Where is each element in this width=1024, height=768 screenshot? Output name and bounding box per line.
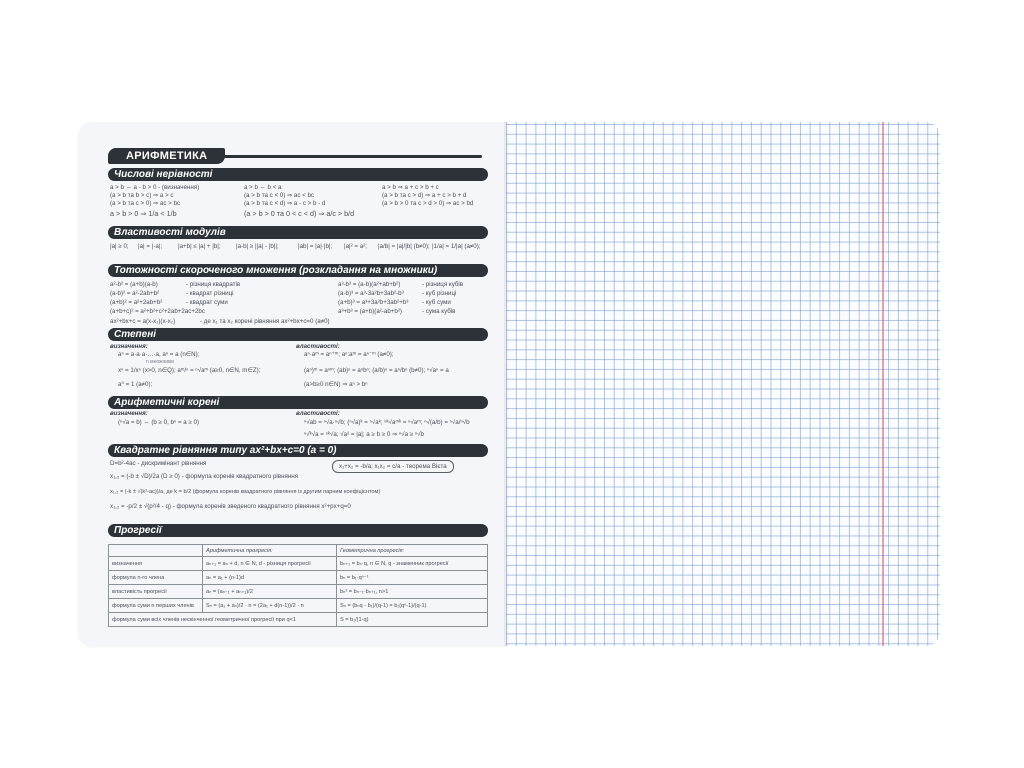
progressions-table <box>108 544 488 627</box>
graph-paper-page <box>506 122 940 646</box>
table-cell: властивість прогресії <box>109 585 203 599</box>
section-bar-modulus: Властивості модулів <box>108 226 488 239</box>
table-cell: bₙ² = bₙ₋₁·bₙ₊₁, n>1 <box>337 585 488 599</box>
formula: (a > b та b > c) ⇒ a > c <box>110 192 174 199</box>
definition-label: визначення: <box>110 410 148 417</box>
notebook <box>78 122 940 646</box>
formula: (a > b > 0 та c > d > 0) ⇒ ac > bd <box>382 200 474 207</box>
formula-note: - де x₁ та x₂ корені рівняння ax²+bx+c=0 (a≠0) <box>200 318 330 325</box>
table-cell: aₙ = (aₙ₋₁ + aₙ₊₁)/2 <box>203 585 337 599</box>
formula: a³-b³ = (a-b)(a²+ab+b²) <box>338 281 401 288</box>
formula: (a+b)³ = a³+3a²b+3ab²+b³ <box>338 299 409 306</box>
formula: (aⁿ)ᵐ = aⁿᵐ; (ab)ⁿ = aⁿbⁿ; (a/b)ⁿ = aⁿ/bⁿ (b≠0); ⁿ√aⁿ = a <box>304 367 449 374</box>
formula: |a| ≥ 0; <box>110 243 129 250</box>
table-header-cell: Геометрична прогресія: <box>337 545 488 557</box>
formula: a > b ⇔ b < a <box>244 184 282 191</box>
formula: (a > b та c > 0) ⇒ ac > bc <box>110 200 181 207</box>
section-bar-identities: Тотожності скороченого множення (розкладання на множники) <box>108 264 488 277</box>
table-cell: aₙ₊₁ = aₙ + d, n ∈ N, d - різниця прогресії <box>203 557 337 571</box>
formula: |ab| = |a|·|b|; <box>298 243 333 250</box>
formula: a > b ⇒ a + c > b + c <box>382 184 439 191</box>
table-cell: aₙ = a₁ + (n-1)d <box>203 571 337 585</box>
table-row <box>109 585 488 599</box>
properties-label: властивості: <box>296 343 340 350</box>
notebook-spine <box>504 122 510 646</box>
formula-note: - різниця кубів <box>422 281 464 288</box>
table-header-cell: Арифметична прогресія: <box>203 545 337 557</box>
definition-label: визначення: <box>110 343 148 350</box>
formula: x₁,₂ = (-k ± √(k²-ac))/a, де k = b/2 (формула коренів квадратного рівняння із другим парним коефіцієнтом) <box>110 489 381 495</box>
formula: ⁿ√ab = ⁿ√a·ⁿ√b; (ⁿ√a)ᵏ = ⁿ√aᵏ; ⁿᵏ√aᵐᵏ = ⁿ√aᵐ; ⁿ√(a/b) = ⁿ√a/ⁿ√b <box>304 419 470 426</box>
table-cell: bₙ = b₁·qⁿ⁻¹ <box>337 571 488 585</box>
table-cell: Sₙ = (a₁ + aₙ)/2 · n = (2a₁ + d(n-1))/2 · n <box>203 599 337 613</box>
formula: (a > b > 0 та 0 < c < d) ⇒ a/c > b/d <box>244 209 355 218</box>
formula: (a-b)² = a²-2ab+b² <box>110 290 160 297</box>
math-reference-sheet <box>106 144 490 640</box>
margin-line <box>882 122 884 646</box>
formula-note: - квадрат різниці <box>186 290 234 297</box>
properties-label: властивості: <box>296 410 340 417</box>
reference-page <box>78 122 506 646</box>
formula: ax²+bx+c = a(x-x₁)(x-x₂) <box>110 318 176 325</box>
formula: x₁,₂ = (-b ± √D)/2a (D ≥ 0) - формула коренів квадратного рівняння <box>110 473 299 480</box>
formula: a > b ⇔ a - b > 0 - (визначення) <box>110 184 200 191</box>
formula: (a>b≥0 n∈N) ⇒ aⁿ > bⁿ <box>304 381 368 388</box>
table-header-cell <box>109 545 203 557</box>
vieta-box: x₁+x₂ = -b/a; x₁x₂ = c/a - теорема Вієта <box>332 460 454 473</box>
section-bar-quadratic: Квадратне рівняння типу ax²+bx+c=0 (a = 0) <box>108 444 488 457</box>
table-cell: формула суми n перших членів <box>109 599 203 613</box>
formula: (a+b+c)² = a²+b²+c²+2ab+2ac+2bc <box>110 308 205 315</box>
section-bar-progressions: Прогресії <box>108 524 488 537</box>
formula: |a| = |-a|; <box>138 243 163 250</box>
formula-note: - квадрат суми <box>186 299 228 306</box>
section-bar-powers: Степені <box>108 328 488 341</box>
section-bar-roots: Арифметичні корені <box>108 396 488 409</box>
formula-note: - куб різниці <box>422 290 457 297</box>
table-cell: bₙ₊₁ = bₙ·q, n ∈ N, q - знаменник прогресії <box>337 557 488 571</box>
table-cell: формула n-го члена <box>109 571 203 585</box>
formula: a³+b³ = (a+b)(a²-ab+b²) <box>338 308 402 315</box>
formula: aⁿ·aᵐ = aⁿ⁺ᵐ; aⁿ:aᵐ = aⁿ⁻ᵐ (a≠0); <box>304 351 394 358</box>
table-cell: формула суми всіх членів нескінченної геометричної прогресії при q<1 <box>109 613 337 627</box>
table-row <box>109 613 488 627</box>
formula: xⁿ = 1/xⁿ (x>0, n∈Q); aᵐ/ⁿ = ⁿ√aᵐ (a≥0, n∈N, m∈Z); <box>118 367 261 374</box>
formula: (ⁿ√a = b) ⇔ (b ≥ 0, bⁿ = a ≥ 0) <box>118 419 200 426</box>
formula: (a > b та c < d) ⇒ a - c > b - d <box>244 200 326 207</box>
section-bar-inequalities: Числові нерівності <box>108 168 488 181</box>
formula: |a/b| = |a|/|b| (b≠0); <box>378 243 430 250</box>
formula: ⁿ√ᵏ√a = ⁿᵏ√a; √a² = |a|; a ≥ b ≥ 0 ⇒ ⁿ√a ≥ ⁿ√b <box>304 431 424 438</box>
section-title-arithmetic: АРИФМЕТИКА <box>108 148 225 164</box>
formula: (a-b)³ = a³-3a²b+3ab²-b³ <box>338 290 404 297</box>
formula: a > b > 0 ⇒ 1/a < 1/b <box>110 209 177 218</box>
table-row <box>109 557 488 571</box>
formula: x₁,₂ = -p/2 ± √(p²/4 - q) - формула коренів зведеного квадратного рівняння x²+px+q=0 <box>110 503 351 510</box>
formula: (a > b та c < 0) ⇒ ac < bc <box>244 192 315 199</box>
formula: |1/a| = 1/|a| (a≠0); <box>432 243 481 250</box>
table-row <box>109 599 488 613</box>
table-header-row <box>109 545 488 557</box>
table-cell: Sₙ = (bₙq - b₁)/(q-1) = b₁(qⁿ-1)/(q-1) <box>337 599 488 613</box>
table-row <box>109 571 488 585</box>
formula: |a|² = a²; <box>344 243 367 250</box>
table-cell: S = b₁/(1-q) <box>337 613 488 627</box>
formula-note: - сума кубів <box>422 308 456 315</box>
formula-note: - куб суми <box>422 299 451 306</box>
formula: |a-b| ≥ ||a| - |b||; <box>236 243 279 250</box>
formula-note: - різниця квадратів <box>186 281 241 288</box>
formula: aⁿ = a·a·a·…·a, aⁿ = a (n∈N); <box>118 351 200 358</box>
formula-note: n множників <box>146 359 174 365</box>
table-cell: визначення <box>109 557 203 571</box>
formula: (a > b та c > d) ⇒ a + c > b + d <box>382 192 467 199</box>
divider <box>216 155 482 158</box>
formula: (a+b)² = a²+2ab+b² <box>110 299 163 306</box>
formula: |a+b| ≤ |a| + |b|; <box>178 243 221 250</box>
formula: a²-b² = (a+b)(a-b) <box>110 281 158 288</box>
formula: D=b²-4ac - дискримінант рівняння <box>110 460 207 467</box>
formula: a⁰ = 1 (a≠0); <box>118 381 153 388</box>
